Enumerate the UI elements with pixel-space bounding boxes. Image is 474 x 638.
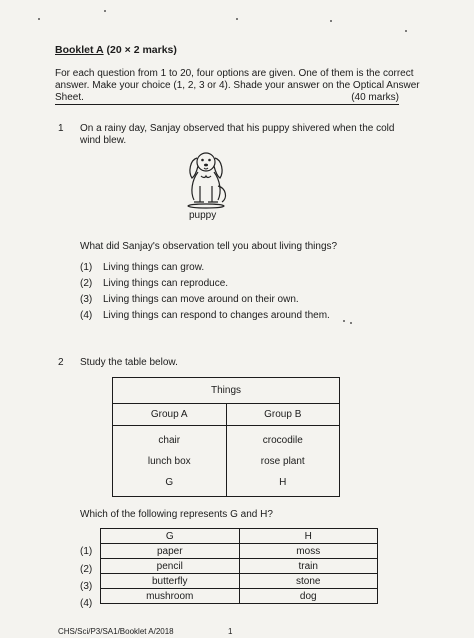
group-b-items bbox=[226, 426, 340, 497]
group-b-item: rose plant bbox=[260, 455, 305, 467]
q1-option-text: Living things can reproduce. bbox=[103, 278, 229, 289]
q2-number: 2 bbox=[58, 357, 64, 368]
instructions-line: For each question from 1 to 20, four options are given. One of them is the correct bbox=[55, 68, 414, 79]
answer-row-number: (2) bbox=[80, 564, 93, 575]
things-table bbox=[112, 377, 340, 497]
q1-option-text: Living things can move around on their own. bbox=[103, 294, 299, 305]
q1-question: What did Sanjay's observation tell you about living things? bbox=[80, 241, 338, 252]
q2-intro: Study the table below. bbox=[80, 357, 178, 368]
scan-speck bbox=[343, 320, 345, 322]
q1-option-number: (3) bbox=[80, 294, 93, 305]
answer-cell-g: mushroom bbox=[101, 589, 240, 604]
q1-option-number: (2) bbox=[80, 278, 93, 289]
group-a-item: chair bbox=[158, 434, 181, 446]
scan-speck bbox=[405, 30, 407, 32]
instructions-line: answer. Make your choice (1, 2, 3 or 4). Shade your answer on the Optical Answer bbox=[55, 80, 420, 91]
answer-cell-h: train bbox=[239, 559, 378, 574]
instructions-last-line bbox=[55, 92, 399, 105]
answer-cell-h: stone bbox=[239, 574, 378, 589]
q1-option-text: Living things can grow. bbox=[103, 262, 205, 273]
answer-row-number: (4) bbox=[80, 598, 93, 609]
q1-text-line: On a rainy day, Sanjay observed that his puppy shivered when the cold bbox=[80, 123, 395, 134]
answer-cell-g: paper bbox=[101, 544, 240, 559]
scan-speck bbox=[330, 20, 332, 22]
scan-speck bbox=[38, 18, 40, 20]
booklet-marks: (20 × 2 marks) bbox=[106, 44, 177, 56]
instructions bbox=[55, 68, 420, 105]
scan-speck bbox=[350, 322, 352, 324]
q2-question: Which of the following represents G and H? bbox=[80, 509, 273, 520]
answer-cell-g: pencil bbox=[101, 559, 240, 574]
scan-speck bbox=[104, 10, 106, 12]
answer-table bbox=[100, 528, 378, 604]
q1-option-number: (4) bbox=[80, 310, 93, 321]
q1-number: 1 bbox=[58, 123, 64, 134]
q1-text-line: wind blew. bbox=[80, 135, 127, 146]
group-b-header: Group B bbox=[226, 404, 340, 426]
answer-row-number: (1) bbox=[80, 546, 93, 557]
group-a-item: G bbox=[165, 476, 174, 488]
puppy-image bbox=[176, 146, 236, 210]
scan-speck bbox=[236, 18, 238, 20]
group-a-item: lunch box bbox=[147, 455, 191, 467]
instructions-sheet: Sheet. bbox=[55, 92, 84, 103]
group-b-item: crocodile bbox=[262, 434, 303, 446]
booklet-heading bbox=[55, 44, 177, 56]
answer-header-h: H bbox=[239, 529, 378, 544]
group-a-header: Group A bbox=[113, 404, 227, 426]
footer-code: CHS/Sci/P3/SA1/Booklet A/2018 bbox=[58, 627, 174, 636]
total-marks: (40 marks) bbox=[351, 92, 399, 103]
answer-cell-h: dog bbox=[239, 589, 378, 604]
booklet-title: Booklet A bbox=[55, 44, 104, 56]
answer-row-number: (3) bbox=[80, 581, 93, 592]
footer-page-number: 1 bbox=[228, 627, 233, 636]
q1-option-number: (1) bbox=[80, 262, 93, 273]
group-a-items bbox=[113, 426, 227, 497]
q1-option-text: Living things can respond to changes around them. bbox=[103, 310, 330, 321]
things-header: Things bbox=[113, 378, 340, 404]
puppy-caption: puppy bbox=[189, 210, 217, 221]
answer-cell-h: moss bbox=[239, 544, 378, 559]
group-b-item: H bbox=[279, 476, 287, 488]
answer-header-g: G bbox=[101, 529, 240, 544]
answer-cell-g: butterfly bbox=[101, 574, 240, 589]
